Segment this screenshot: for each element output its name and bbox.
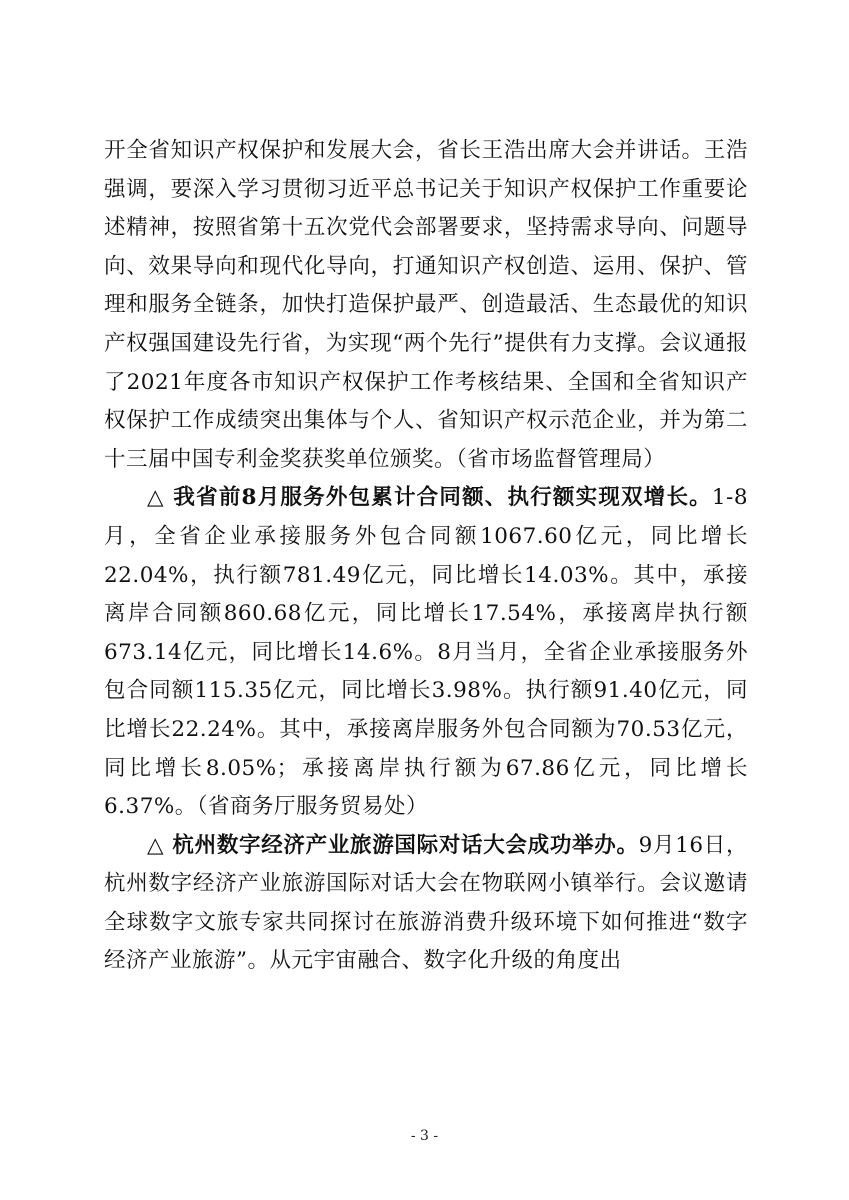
body-text — [104, 132, 748, 981]
paragraph-headline: △ 我省前8月服务外包累计合同额、执行额实现双增长。 — [147, 485, 712, 511]
paragraph-headline: △ 杭州数字经济产业旅游国际对话大会成功举办。 — [147, 832, 639, 858]
paragraph-body: 9月16日，杭州数字经济产业旅游国际对话大会在物联网小镇举行。会议邀请全球数字文旅专家共同探讨在旅游消费升级环境下如何推进“数字经济产业旅游”。从元宇宙融合、数字化升级的角度出 — [104, 832, 748, 974]
paragraph-ip-conference — [104, 132, 748, 479]
paragraph-body: 1-8月，全省企业承接服务外包合同额1067.60亿元，同比增长22.04%，执行额781.49亿元，同比增长14.03%。其中，承接离岸合同额860.68亿元，同比增长17.54%，承接离岸执行额673.14亿元，同比增长14.6%。8月当月，全省企业承接服务外包合同额115.35亿元，同比增长3.98%。执行额91.40亿元，同比增长22.24%。其中，承接离岸服务外包合同额为70.53亿元，同比增长8.05%；承接离岸执行额为67.86亿元，同比增长6.37%。（省商务厅服务贸易处） — [104, 485, 748, 820]
paragraph-body: 开全省知识产权保护和发展大会，省长王浩出席大会并讲话。王浩强调，要深入学习贯彻习近平总书记关于知识产权保护工作重要论述精神，按照省第十五次党代会部署要求，坚持需求导向、问题导向、效果导向和现代化导向，打通知识产权创造、运用、保护、管理和服务全链条，加快打造保护最严、创造最活、生态最优的知识产权强国建设先行省，为实现“两个先行”提供有力支撑。会议通报了2021年度各市知识产权保护工作考核结果、全国和全省知识产权保护工作成绩突出集体与个人、省知识产权示范企业，并为第二十三届中国专利金奖获奖单位颁奖。（省市场监督管理局） — [104, 138, 748, 472]
paragraph-digital-tourism — [104, 827, 748, 981]
paragraph-service-outsourcing — [104, 479, 748, 826]
page-number: - 3 - — [410, 1128, 439, 1144]
